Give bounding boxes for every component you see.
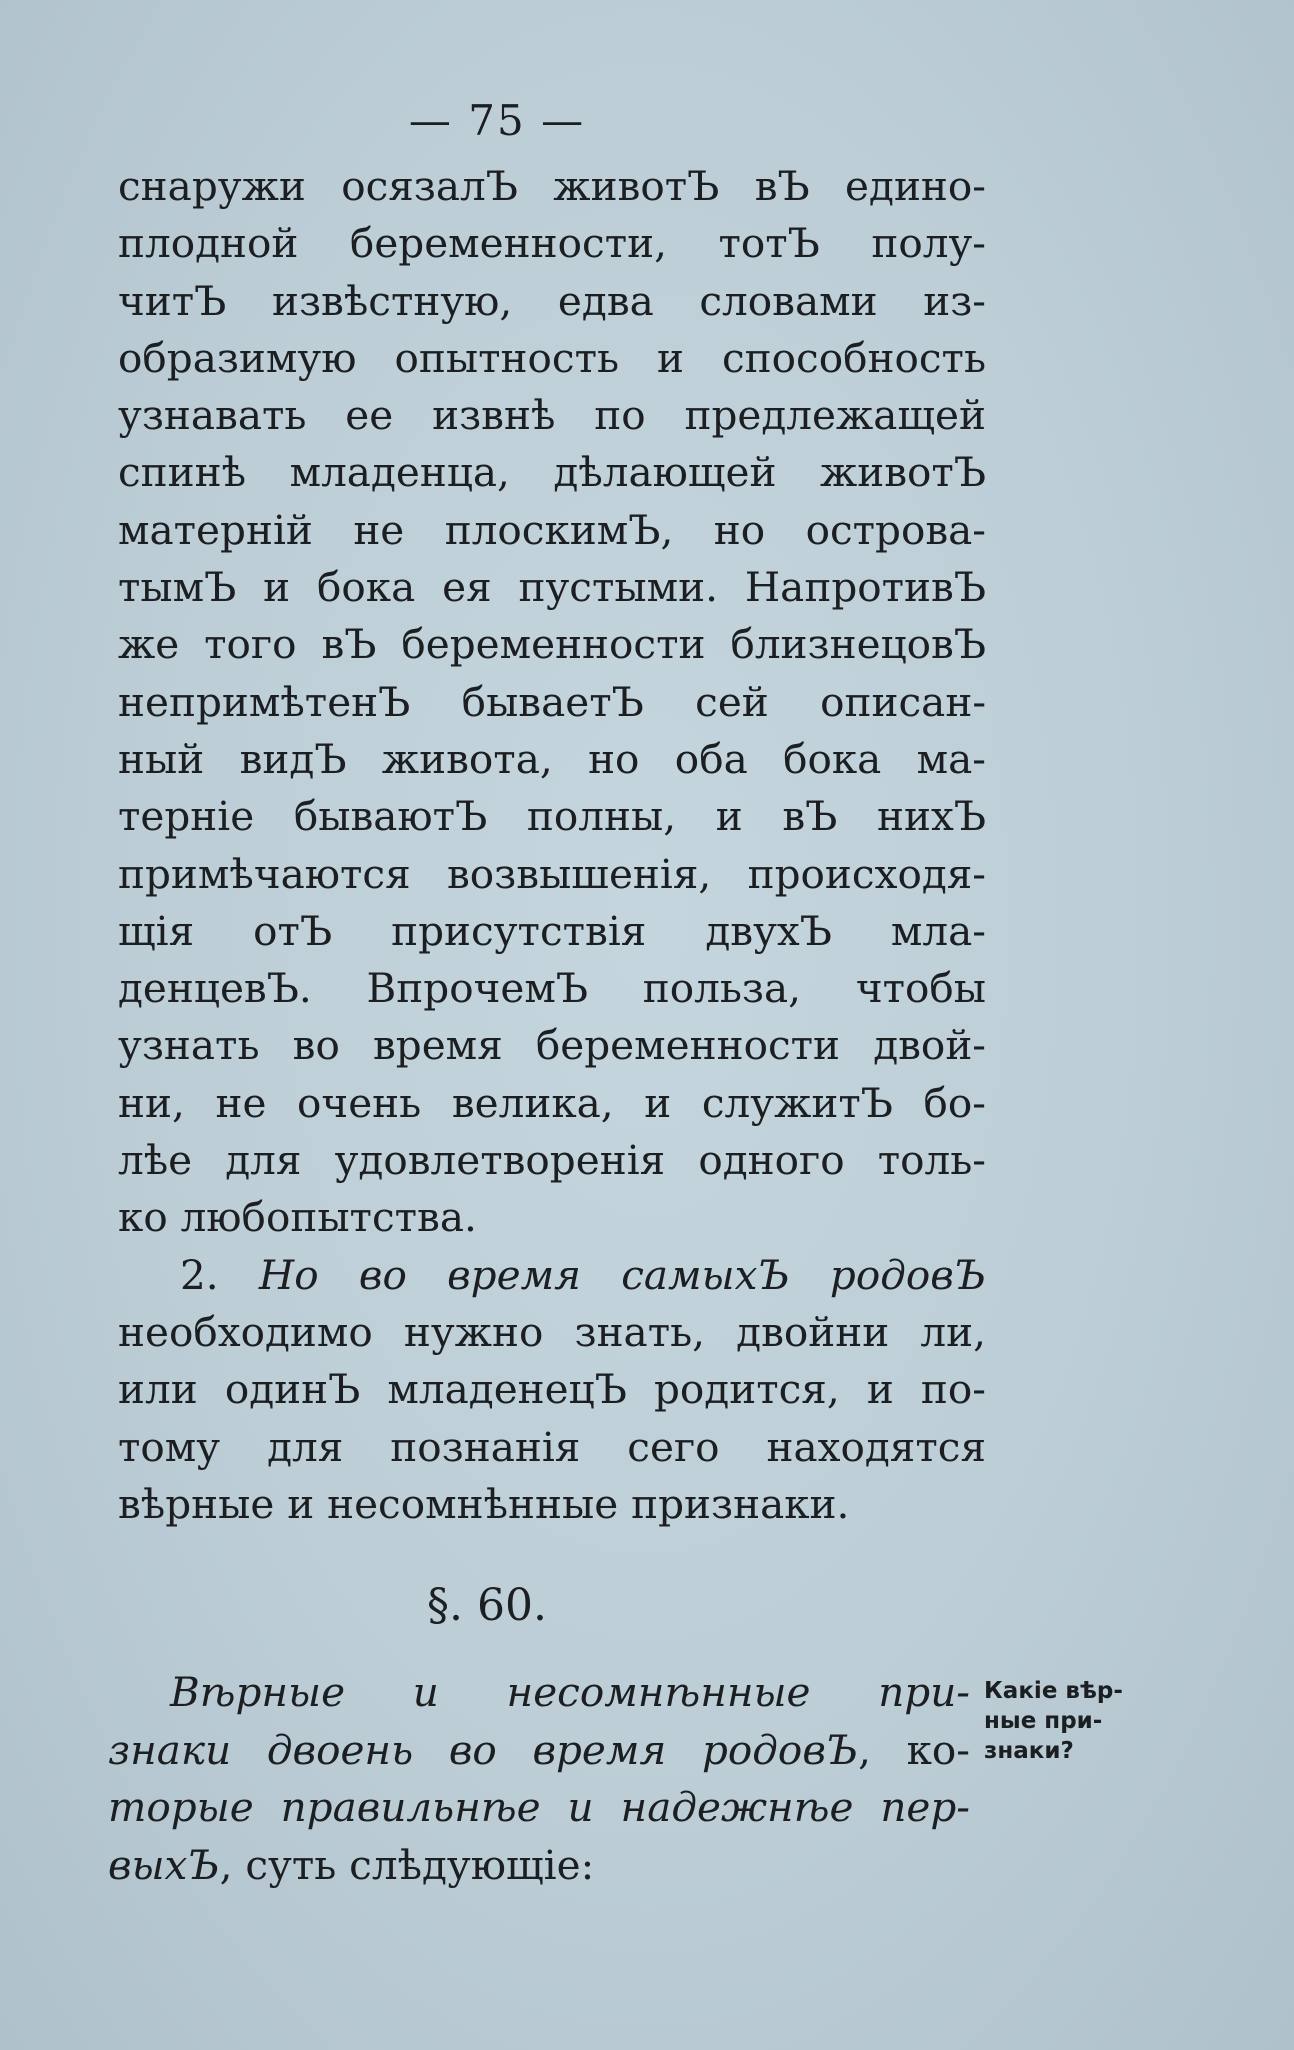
- text-line: узнавать ее извнѣ по предлежащей: [118, 391, 986, 440]
- section-line: торые правильнѣе и надежнѣе пер-: [108, 1783, 970, 1831]
- text-line: тому для познанія сего находятся: [118, 1422, 986, 1471]
- text-line: вѣрные и несомнѣнные признаки.: [118, 1479, 850, 1528]
- text-line: ни, не очень велика, и служитЪ бо-: [118, 1078, 986, 1127]
- margin-note: [984, 1676, 1184, 1766]
- text-line: спинѣ младенца, дѣлающей животЪ: [118, 448, 986, 497]
- section-line: [108, 1837, 970, 1895]
- section-line: Вѣрные и несомнѣнные при-: [170, 1668, 970, 1716]
- text-line: щія отЪ присутствія двухЪ мла-: [118, 906, 986, 955]
- text-line: непримѣтенЪ бываетЪ сей описан-: [118, 677, 986, 726]
- text-line: тымЪ и бока ея пустыми. НапротивЪ: [118, 563, 986, 612]
- margin-note-line: знаки?: [984, 1738, 1074, 1764]
- text-line: ный видЪ живота, но оба бока ма-: [118, 734, 986, 783]
- text-line: же того вЪ беременности близнецовЪ: [118, 620, 986, 669]
- text-line: снаружи осязалЪ животЪ вЪ едино-: [118, 162, 986, 210]
- section-italic-text: знаки двоень во время родовЪ: [108, 1725, 859, 1774]
- text-line: читЪ извѣстную, едва словами из-: [118, 276, 986, 325]
- section-plain-text: , суть слѣдующіе:: [219, 1840, 595, 1889]
- paragraph-2-italic-lead: Но во время самыхЪ родовЪ: [258, 1250, 986, 1299]
- section-line: [108, 1722, 970, 1780]
- paragraph-number: 2.: [180, 1250, 219, 1299]
- text-line: узнать во время беременности двой-: [118, 1021, 986, 1070]
- text-line: примѣчаются возвышенія, происходя-: [118, 849, 986, 898]
- text-line: лѣе для удовлетворенія одного толь-: [118, 1136, 986, 1185]
- body-text: [118, 158, 986, 1533]
- text-line: матерній не плоскимЪ, но острова-: [118, 505, 986, 554]
- text-line: терніе бываютЪ полны, и вЪ нихЪ: [118, 792, 986, 841]
- section-plain-text: , ко-: [858, 1725, 970, 1774]
- text-line: ко любопытства.: [118, 1193, 477, 1242]
- text-line: или одинЪ младенецЪ родится, и по-: [118, 1365, 986, 1414]
- section-text: [108, 1664, 970, 1894]
- section-heading: §. 60.: [427, 1580, 547, 1631]
- text-line: образимую опытность и способность: [118, 333, 986, 382]
- section-italic-text: выхЪ: [108, 1840, 220, 1889]
- text-line: необходимо нужно знать, двойни ли,: [118, 1307, 986, 1356]
- paragraph-2-first-line: [118, 1247, 986, 1304]
- margin-note-line: ные при-: [984, 1708, 1103, 1734]
- text-line: плодной беременности, тотЪ полу-: [118, 219, 986, 268]
- text-line: денцевЪ. ВпрочемЪ польза, чтобы: [118, 964, 986, 1013]
- margin-note-line: Какіе вѣр-: [984, 1678, 1123, 1704]
- page-number: — 75 —: [408, 96, 586, 145]
